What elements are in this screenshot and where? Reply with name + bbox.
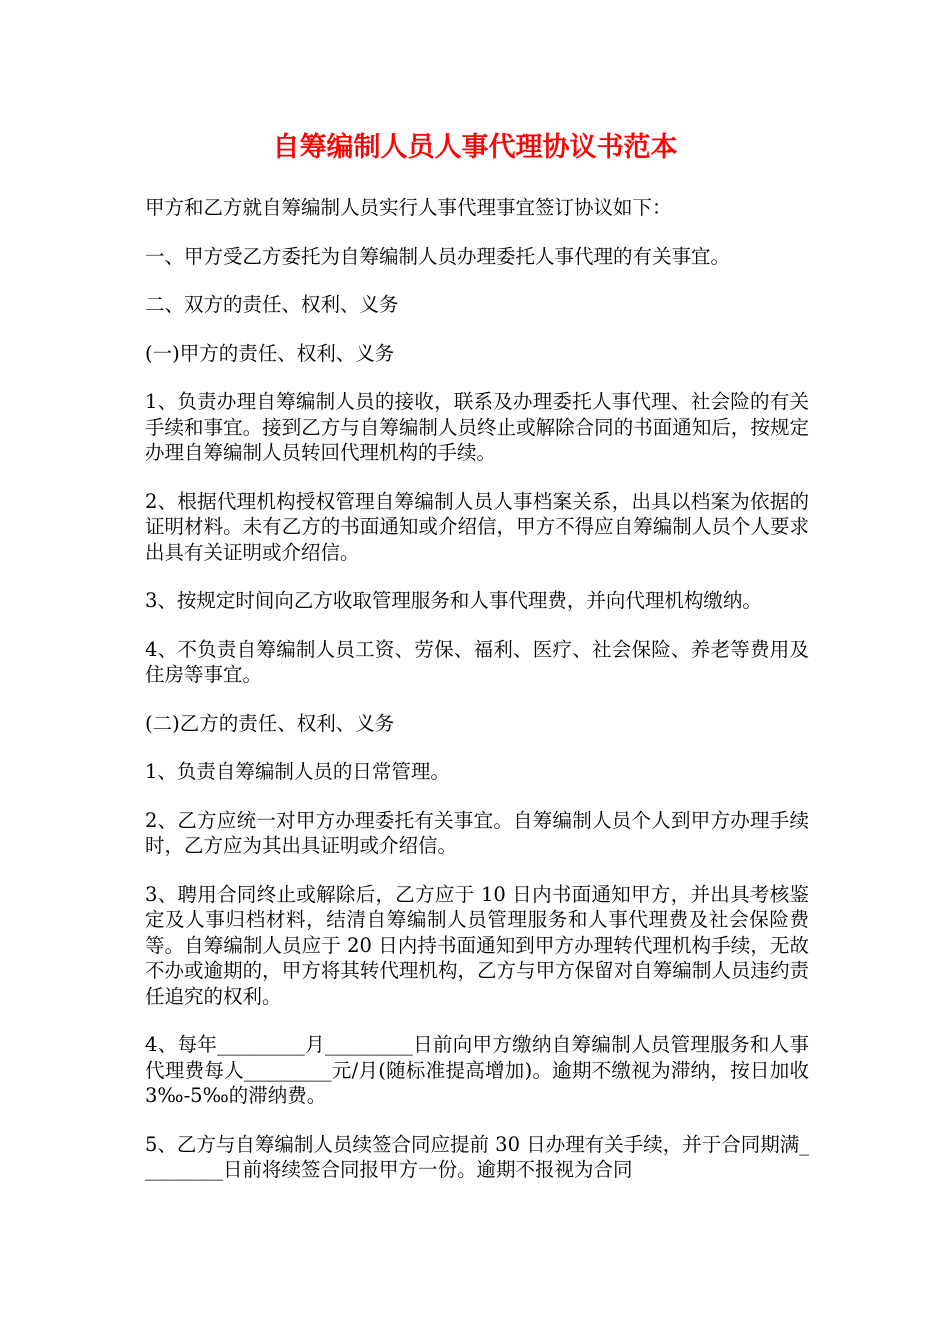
party-a-item-4: 4、不负责自筹编制人员工资、劳保、福利、医疗、社会保险、养老等费用及住房等事宜。 bbox=[145, 637, 809, 686]
intro-paragraph: 甲方和乙方就自筹编制人员实行人事代理事宜签订协议如下： bbox=[145, 196, 672, 219]
document-title: 自筹编制人员人事代理协议书范本 bbox=[272, 132, 678, 163]
party-b-item-5: 5、乙方与自筹编制人员续签合同应提前 30 日办理有关手续，并于合同期满_________日前将续签合同报甲方一份。逾期不报视为合同 bbox=[145, 1132, 809, 1181]
clause-1-paragraph: 一、甲方受乙方委托为自筹编制人员办理委托人事代理的有关事宜。 bbox=[145, 244, 731, 268]
party-b-item-1: 1、负责自筹编制人员的日常管理。 bbox=[145, 760, 450, 783]
party-b-item-4: 4、每年_________月_________日前向甲方缴纳自筹编制人员管理服务和人事代理费每人_________元/月(随标准提高增加)。逾期不缴视为滞纳，按日加收 3‰-5‰的滞纳费。 bbox=[145, 1033, 809, 1107]
party-b-heading: (二)乙方的责任、权利、义务 bbox=[145, 711, 395, 735]
party-a-item-1: 1、负责办理自筹编制人员的接收，联系及办理委托人事代理、社会险的有关手续和事宜。接到乙方与自筹编制人员终止或解除合同的书面通知后，按规定办理自筹编制人员转回代理机构的手续。 bbox=[145, 390, 809, 464]
section-2-heading: 二、双方的责任、权利、义务 bbox=[145, 293, 399, 316]
party-a-item-2: 2、根据代理机构授权管理自筹编制人员人事档案关系，出具以档案为依据的证明材料。未有乙方的书面通知或介绍信，甲方不得应自筹编制人员个人要求出具有关证明或介绍信。 bbox=[145, 489, 809, 564]
party-b-item-2: 2、乙方应统一对甲方办理委托有关事宜。自筹编制人员个人到甲方办理手续时，乙方应为其出具证明或介绍信。 bbox=[145, 808, 809, 857]
document-body bbox=[145, 195, 809, 1206]
party-a-item-3: 3、按规定时间向乙方收取管理服务和人事代理费，并向代理机构缴纳。 bbox=[145, 589, 762, 612]
party-b-item-3: 3、聘用合同终止或解除后，乙方应于 10 日内书面通知甲方，并出具考核鉴定及人事归档材料，结清自筹编制人员管理服务和人事代理费及社会保险费等。自筹编制人员应于 20 日内持书面通知到甲方办理转代理机构手续，无故不办或逾期的，甲方将其转代理机构，乙方与甲方保留对自筹编制人员违约责任追究的权利。 bbox=[145, 882, 809, 1008]
party-a-heading: (一)甲方的责任、权利、义务 bbox=[145, 341, 395, 365]
